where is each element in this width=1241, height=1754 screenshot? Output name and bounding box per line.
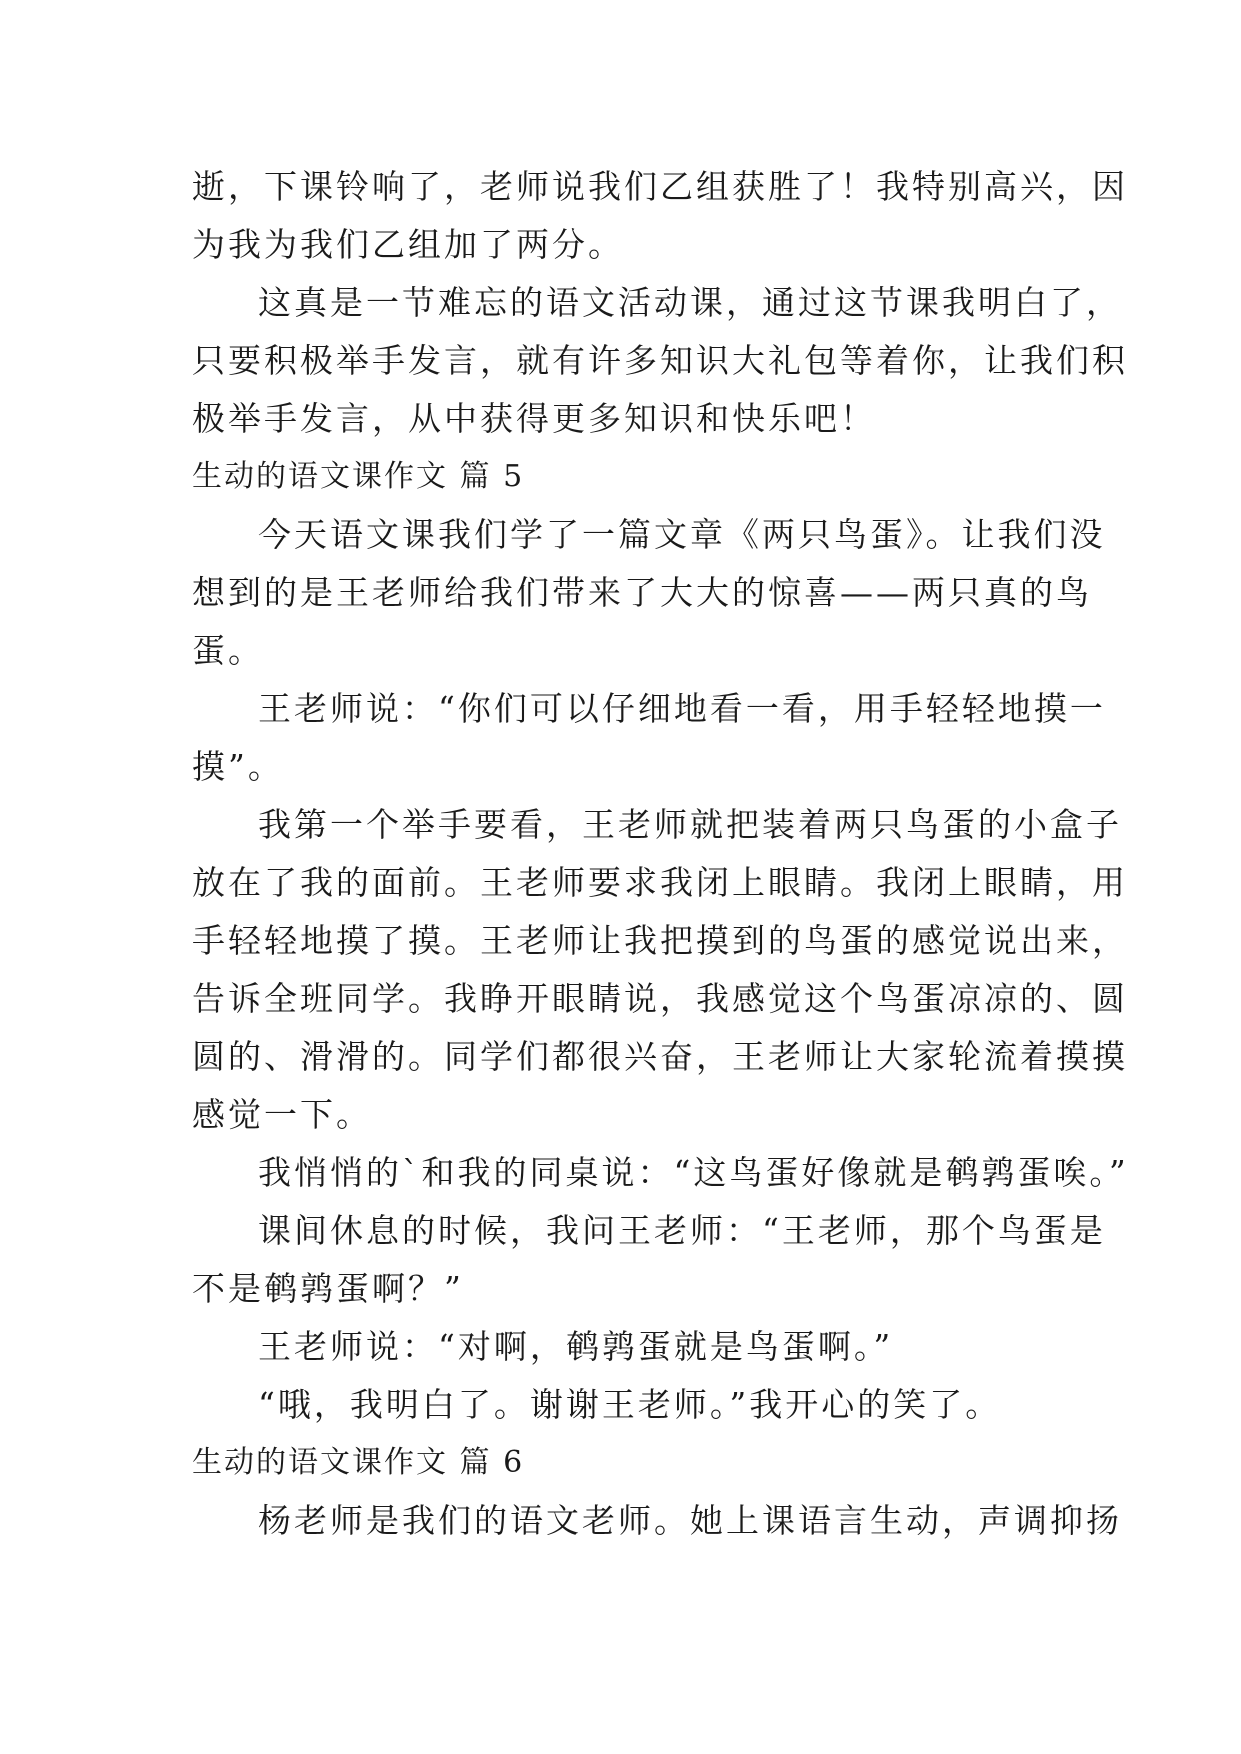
text-line: 想到的是王老师给我们带来了大大的惊喜——两只真的鸟 — [192, 573, 1092, 612]
text-line: 我悄悄的`和我的同桌说：“这鸟蛋好像就是鹌鹑蛋唉。” — [258, 1153, 1129, 1192]
text-line: 这真是一节难忘的语文活动课，通过这节课我明白了， — [258, 283, 1122, 322]
text-line: 课间休息的时候，我问王老师：“王老师，那个鸟蛋是 — [258, 1211, 1106, 1250]
text-line: 极举手发言，从中获得更多知识和快乐吧！ — [192, 399, 876, 438]
text-line: 手轻轻地摸了摸。王老师让我把摸到的鸟蛋的感觉说出来， — [192, 921, 1128, 960]
text-line: 我第一个举手要看，王老师就把装着两只鸟蛋的小盒子 — [258, 805, 1122, 844]
text-line: 今天语文课我们学了一篇文章《两只鸟蛋》。让我们没 — [258, 515, 1106, 554]
text-line: 为我为我们乙组加了两分。 — [192, 225, 624, 264]
section-heading: 生动的语文课作文 篇 6 — [192, 1445, 525, 1480]
text-line: 杨老师是我们的语文老师。她上课语言生动，声调抑扬 — [258, 1501, 1122, 1540]
text-line: 只要积极举手发言，就有许多知识大礼包等着你，让我们积 — [192, 341, 1128, 380]
text-line: 告诉全班同学。我睁开眼睛说，我感觉这个鸟蛋凉凉的、圆 — [192, 979, 1128, 1018]
document-body — [192, 158, 1129, 1550]
text-line: “哦，我明白了。谢谢王老师。”我开心的笑了。 — [258, 1385, 1002, 1424]
text-line: 王老师说：“对啊，鹌鹑蛋就是鸟蛋啊。” — [258, 1327, 894, 1366]
text-line: 王老师说：“你们可以仔细地看一看，用手轻轻地摸一 — [258, 689, 1106, 728]
text-line: 放在了我的面前。王老师要求我闭上眼睛。我闭上眼睛，用 — [192, 863, 1128, 902]
section-heading: 生动的语文课作文 篇 5 — [192, 459, 525, 494]
text-line: 逝，下课铃响了，老师说我们乙组获胜了！我特别高兴，因 — [192, 167, 1128, 206]
text-line: 不是鹌鹑蛋啊？” — [192, 1269, 464, 1308]
text-line: 摸”。 — [192, 747, 284, 786]
text-line: 蛋。 — [192, 631, 264, 670]
text-line: 圆的、滑滑的。同学们都很兴奋，王老师让大家轮流着摸摸 — [192, 1037, 1128, 1076]
text-line: 感觉一下。 — [192, 1095, 372, 1134]
